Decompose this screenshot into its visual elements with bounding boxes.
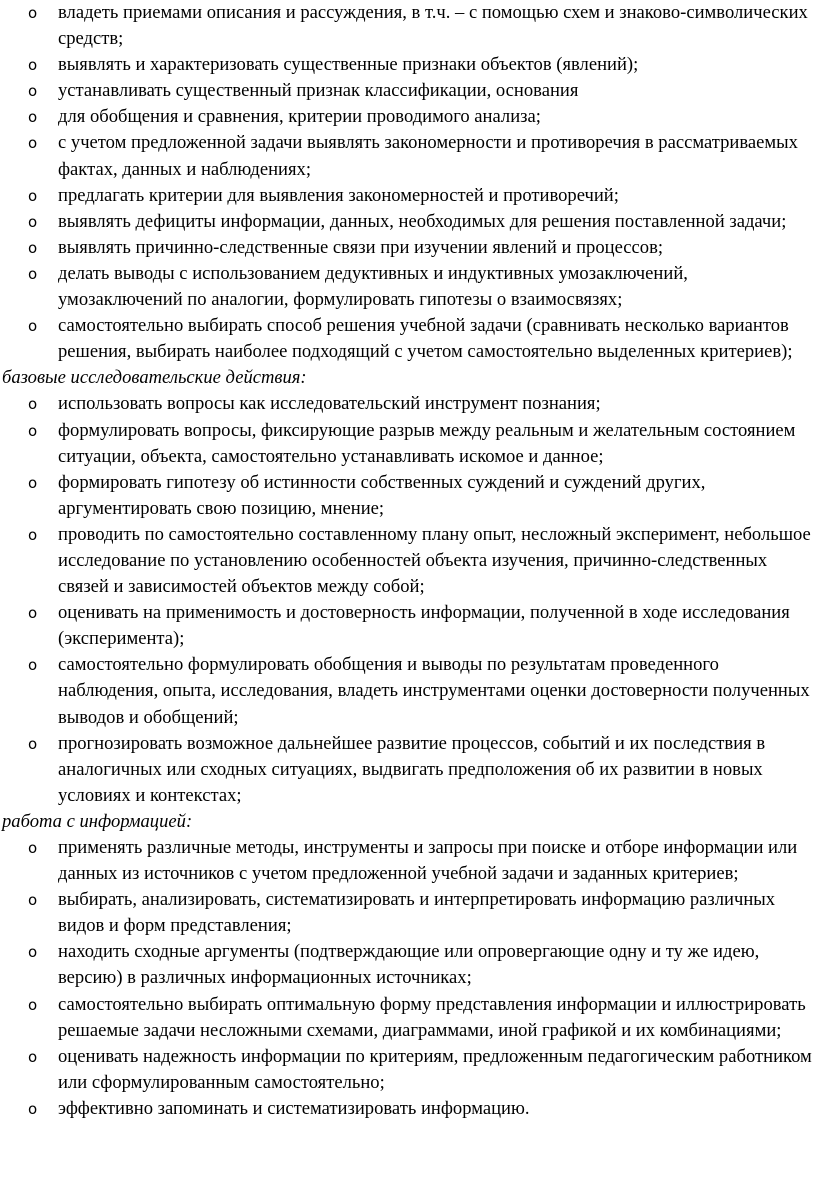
bullet-marker-icon: o xyxy=(28,943,38,962)
list-item-text: выбирать, анализировать, систематизировать и интерпретировать информацию различных видов и форм представления; xyxy=(58,889,776,937)
list-item xyxy=(0,522,816,600)
section-heading: базовые исследовательские действия: xyxy=(2,367,307,389)
list-item xyxy=(0,1044,816,1096)
bullet-marker-icon: o xyxy=(28,186,38,205)
list-item xyxy=(0,731,816,809)
list-item xyxy=(0,1096,816,1122)
list-item-text: для обобщения и сравнения, критерии проводимого анализа; xyxy=(58,106,541,128)
bullet-marker-icon: o xyxy=(28,604,38,623)
bullet-marker-icon: o xyxy=(28,891,38,910)
bullet-list xyxy=(0,835,816,1122)
list-item xyxy=(0,261,816,313)
list-item-text: оценивать на применимость и достоверность информации, полученной в ходе исследования (эксперимента); xyxy=(58,602,790,650)
list-item xyxy=(0,183,816,209)
bullet-marker-icon: o xyxy=(28,995,38,1014)
list-item-text: прогнозировать возможное дальнейшее развитие процессов, событий и их последствия в аналогичных или сходных ситуациях, выдвигать предположения об их развитии в новых условиях и контекстах; xyxy=(58,732,766,806)
list-item-text: эффективно запоминать и систематизировать информацию. xyxy=(58,1097,530,1119)
bullet-marker-icon: o xyxy=(28,395,38,414)
list-item-text: выявлять дефициты информации, данных, необходимых для решения поставленной задачи; xyxy=(58,210,787,232)
bullet-marker-icon: o xyxy=(28,473,38,492)
list-item-text: выявлять и характеризовать существенные признаки объектов (явлений); xyxy=(58,54,639,76)
bullet-list xyxy=(0,391,816,809)
list-item-text: формировать гипотезу об истинности собственных суждений и суждений других, аргументировать свою позицию, мнение; xyxy=(58,471,706,519)
list-item xyxy=(0,313,816,365)
bullet-marker-icon: o xyxy=(28,734,38,753)
list-item-text: самостоятельно выбирать способ решения учебной задачи (сравнивать несколько вариантов решения, выбирать наиболее подходящий с учетом самостоятельно выделенных критериев); xyxy=(58,315,793,363)
list-item-text: устанавливать существенный признак классификации, основания xyxy=(58,80,579,102)
bullet-marker-icon: o xyxy=(28,656,38,675)
list-item xyxy=(0,235,816,261)
bullet-marker-icon: o xyxy=(28,839,38,857)
list-item-text: выявлять причинно-следственные связи при изучении явлений и процессов; xyxy=(58,236,664,258)
bullet-marker-icon: o xyxy=(28,212,38,231)
bullet-marker-icon: o xyxy=(28,238,38,257)
list-item-text: использовать вопросы как исследовательский инструмент познания; xyxy=(58,393,601,415)
list-item xyxy=(0,470,816,522)
list-item xyxy=(0,600,816,652)
list-item xyxy=(0,78,816,104)
list-item xyxy=(0,835,816,887)
list-item xyxy=(0,52,816,78)
bullet-marker-icon: o xyxy=(28,421,38,440)
list-item-text: предлагать критерии для выявления закономерностей и противоречий; xyxy=(58,184,619,206)
bullet-marker-icon: o xyxy=(28,1047,38,1066)
list-item xyxy=(0,418,816,470)
bullet-marker-icon: o xyxy=(28,1099,38,1118)
list-item-text: применять различные методы, инструменты и запросы при поиске и отборе информации или данных из источников с учетом предложенной учебной задачи и заданных критериев; xyxy=(58,837,798,885)
bullet-marker-icon: o xyxy=(28,317,38,336)
bullet-marker-icon: o xyxy=(28,4,38,22)
bullet-list xyxy=(0,0,816,365)
section-heading: работа с информацией: xyxy=(2,810,193,832)
list-item-text: самостоятельно формулировать обобщения и выводы по результатам проведенного наблюдения, опыта, исследования, владеть инструментами оценки достоверности полученных выводов и обобщений; xyxy=(58,654,810,728)
list-item-text: делать выводы с использованием дедуктивных и индуктивных умозаключений, умозаключений по аналогии, формулировать гипотезы о взаимосвязях; xyxy=(58,262,688,311)
list-item xyxy=(0,130,816,182)
list-item xyxy=(0,209,816,235)
list-item-text: проводить по самостоятельно составленному плану опыт, несложный эксперимент, небольшое исследование по установлению особенностей объекта изучения, причинно-следственных связей и зависимостей объектов между собой; xyxy=(58,523,811,598)
list-item-text: с учетом предложенной задачи выявлять закономерности и противоречия в рассматриваемых фактах, данных и наблюдениях; xyxy=(58,132,798,180)
list-item xyxy=(0,0,816,52)
list-item-text: формулировать вопросы, фиксирующие разрыв между реальным и желательным состоянием ситуации, объекта, самостоятельно устанавливать искомое и данное; xyxy=(58,419,796,467)
list-item-text: находить сходные аргументы (подтверждающие или опровергающие одну и ту же идею, версию) в различных информационных источниках; xyxy=(58,941,760,989)
list-item xyxy=(0,992,816,1044)
list-item-text: оценивать надежность информации по критериям, предложенным педагогическим работником или сформулированным самостоятельно; xyxy=(58,1045,812,1093)
bullet-marker-icon: o xyxy=(28,134,38,153)
list-item xyxy=(0,887,816,939)
list-item-text: владеть приемами описания и рассуждения, в т.ч. – с помощью схем и знаково-символических средств; xyxy=(58,2,808,50)
bullet-marker-icon: o xyxy=(28,264,38,283)
bullet-marker-icon: o xyxy=(28,56,38,75)
list-item xyxy=(0,652,816,730)
bullet-marker-icon: o xyxy=(28,525,38,544)
list-item xyxy=(0,104,816,130)
list-item-text: самостоятельно выбирать оптимальную форму представления информации и иллюстрировать решаемые задачи несложными схемами, диаграммами, иной графикой и их комбинациями; xyxy=(58,993,806,1041)
list-item xyxy=(0,391,816,417)
bullet-marker-icon: o xyxy=(28,82,38,101)
list-item xyxy=(0,939,816,991)
bullet-marker-icon: o xyxy=(28,108,38,127)
